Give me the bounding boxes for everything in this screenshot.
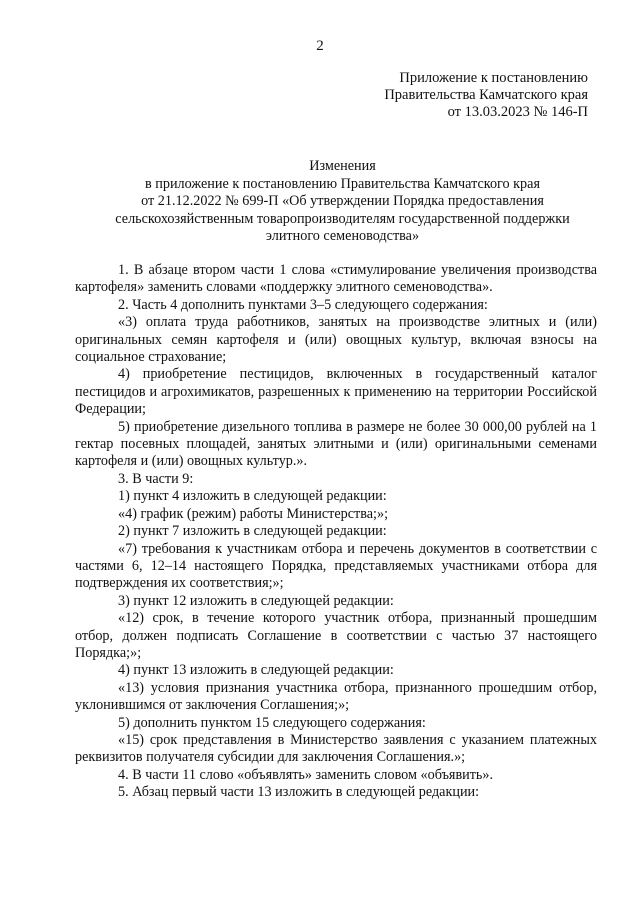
paragraph: 2. Часть 4 дополнить пунктами 3–5 следующего содержания: bbox=[118, 296, 488, 313]
paragraph: 5. Абзац первый части 13 изложить в следующей редакции: bbox=[118, 784, 480, 801]
paragraph: 1. В абзаце втором части 1 слова «стимулирование увеличения производства картофеля» заменить словами «поддержку элитного семеноводства». bbox=[75, 262, 597, 296]
appendix-header bbox=[384, 70, 588, 121]
paragraph: 4. В части 11 слово «объявлять» заменить словом «объявить». bbox=[118, 766, 494, 783]
paragraph: 4) приобретение пестицидов, включенных в государственный каталог пестицидов и агрохимикатов, разрешенных к применению на территории Российской Федерации; bbox=[75, 366, 597, 418]
paragraph: 5) дополнить пунктом 15 следующего содержания: bbox=[118, 714, 426, 731]
paragraph: «3) оплата труда работников, занятых на производстве элитных и (или) оригинальных семян картофеля и (или) овощных культур, включая взносы на социальное страхование; bbox=[75, 314, 597, 366]
paragraph: «13) условия признания участника отбора, признанного прошедшим отбор, уклонившимся от заключения Соглашения;»; bbox=[75, 679, 597, 714]
paragraph: 3. В части 9: bbox=[118, 470, 194, 487]
title-line: Изменения bbox=[309, 158, 376, 174]
paragraph: «12) срок, в течение которого участник отбора, признанный прошедшим отбор, должен подписать Соглашение в соответствии с частью 37 настоящего Порядка;»; bbox=[75, 610, 597, 661]
title-line: в приложение к постановлению Правительства Камчатского края bbox=[145, 175, 540, 192]
appendix-line: Приложение к постановлению bbox=[399, 70, 588, 86]
paragraph: 5) приобретение дизельного топлива в размере не более 30 000,00 рублей на 1 гектар посевных площадей, занятых элитными и (или) оригинальными семенами картофеля и (или) овощных культур.». bbox=[75, 418, 597, 470]
paragraph: «15) срок представления в Министерство заявления с указанием платежных реквизитов получателя субсидии для заключения Соглашения.»; bbox=[75, 731, 597, 766]
paragraph: «7) требования к участникам отбора и перечень документов в соответствии с частями 6, 12–14 настоящего Порядка, представляемых участниками отбора для подтверждения их соответствия;»; bbox=[75, 540, 597, 592]
title-line: элитного семеноводства» bbox=[265, 228, 420, 244]
paragraph: «4) график (режим) работы Министерства;»; bbox=[118, 505, 389, 522]
title-line: сельскохозяйственным товаропроизводителям государственной поддержки bbox=[115, 210, 570, 227]
paragraph: 4) пункт 13 изложить в следующей редакции: bbox=[118, 662, 394, 679]
document-body bbox=[75, 262, 597, 802]
paragraph: 2) пункт 7 изложить в следующей редакции: bbox=[118, 523, 387, 540]
page-number: 2 bbox=[316, 38, 324, 54]
appendix-line: Правительства Камчатского края bbox=[384, 87, 588, 103]
document-title bbox=[70, 158, 615, 246]
appendix-line: от 13.03.2023 № 146-П bbox=[447, 104, 588, 120]
title-line: от 21.12.2022 № 699-П «Об утверждении Порядка предоставления bbox=[141, 193, 544, 209]
paragraph: 1) пункт 4 изложить в следующей редакции: bbox=[118, 488, 387, 505]
paragraph: 3) пункт 12 изложить в следующей редакции: bbox=[118, 592, 394, 609]
